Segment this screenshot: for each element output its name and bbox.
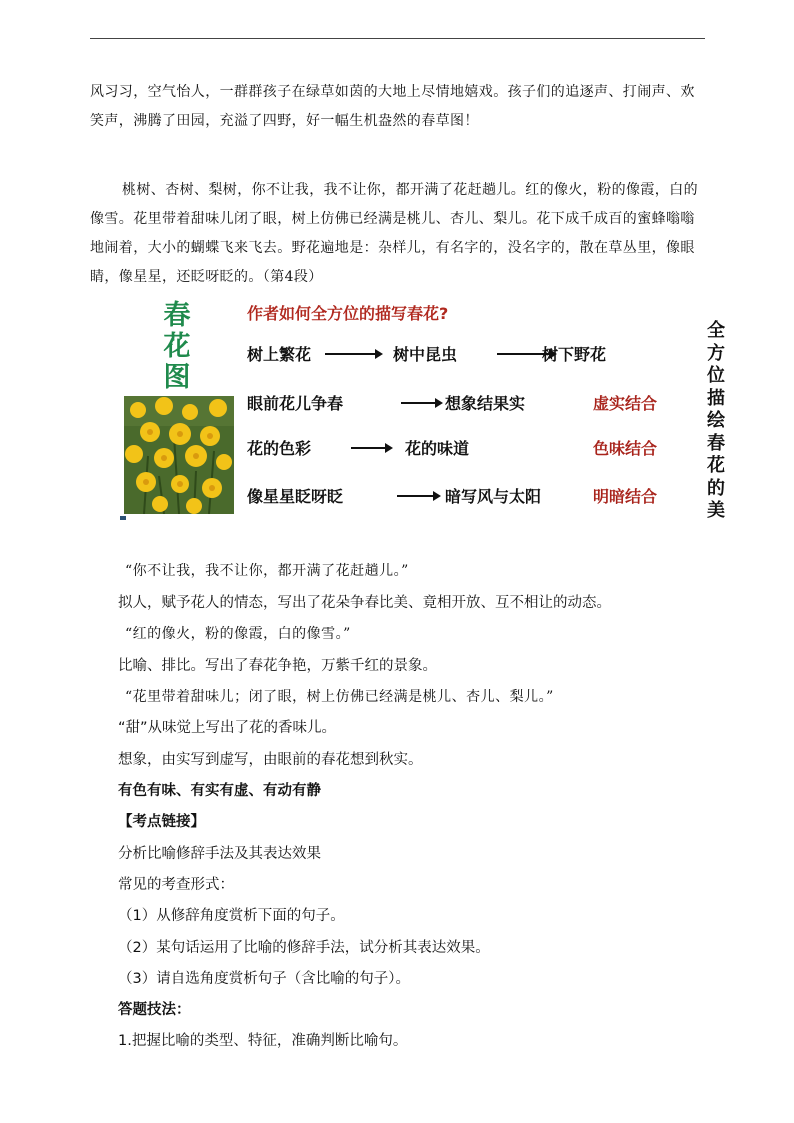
topic-text: 分析比喻修辞手法及其表达效果 [118,846,321,862]
quote-3: “花里带着甜味儿；闭了眼，树上仿佛已经满是桃儿、杏儿、梨儿。” [125,689,554,705]
vertical-title-char: 春 [163,300,191,331]
row-item-a: 树上繁花 [247,345,312,364]
side-text-char: 描 [707,387,725,409]
row-tag: 虚实结合 [593,394,658,413]
side-text-char: 春 [707,432,725,454]
arrow-right-icon [351,447,391,449]
vertical-title-char: 图 [163,362,191,393]
figure-row-4 [247,484,677,508]
header-rule [90,38,705,39]
quote-1: “你不让我，我不让你，都开满了花赶趟儿。” [125,563,409,579]
method-item-1: 1.把握比喻的类型、特征，准确判断比喻句。 [118,1033,408,1049]
side-text-char: 的 [707,477,725,499]
figure-question: 作者如何全方位的描写春花? [247,304,449,323]
analysis-2: 比喻、排比。写出了春花争艳，万紫千红的景象。 [118,658,437,674]
method-title: 答题技法： [118,1002,191,1018]
row-item-b: 想象结果实 [445,394,526,413]
figure-row-3 [247,436,677,460]
side-text-char: 全 [707,320,725,341]
side-text-char: 位 [707,365,725,386]
forms-title: 常见的考查形式： [118,877,234,893]
side-text-char: 绘 [707,410,725,431]
form-item-3: （3）请自选角度赏析句子（含比喻的句子）。 [118,971,410,987]
row-tag: 明暗结合 [593,487,658,506]
yellow-flowers-image [124,396,234,514]
quote-2: “红的像火，粉的像霞，白的像雪。” [125,626,351,642]
row-item-a: 花的色彩 [247,439,312,458]
passage-paragraph-1: 风习习，空气怡人，一群群孩子在绿草如茵的大地上尽情地嬉戏。孩子们的追逐声、打闹声、欢笑声，沸腾了田园，充溢了四野，好一幅生机盎然的春草图！ [90,84,695,129]
analysis-4: 想象，由实写到虚写，由眼前的春花想到秋实。 [118,752,423,768]
passage-paragraph-2: 桃树、杏树、梨树，你不让我，我不让你，都开满了花赶趟儿。红的像火，粉的像霞，白的像雪。花里带着甜味儿闭了眼，树上仿佛已经满是桃儿、杏儿、梨儿。花下成千成百的蜜蜂嗡嗡地闹着，大小的蝴蝶飞来飞去。野花遍地是：杂样儿，有名字的，没名字的，散在草丛里，像眼睛，像星星，还眨呀眨的。（第4段） [90,182,698,285]
row-tag: 色味结合 [593,439,658,458]
arrow-right-icon [325,353,381,355]
row-item-b: 花的味道 [405,439,470,458]
analysis-1: 拟人，赋予花人的情态，写出了花朵争春比美、竟相开放、互不相让的动态。 [118,595,611,611]
form-item-2: （2）某句话运用了比喻的修辞手法，试分析其表达效果。 [118,940,490,956]
arrow-right-icon [397,495,439,497]
vertical-title-char: 花 [163,331,191,362]
row-item-a: 眼前花儿争春 [247,394,344,413]
side-text-char: 花 [707,455,725,476]
summary-text: 有色有味、有实有虚、有动有静 [118,783,321,799]
section-title: 【考点链接】 [118,814,205,830]
form-item-1: （1）从修辞角度赏析下面的句子。 [118,908,345,924]
row-item-c: 树下野花 [542,345,607,364]
side-text-char: 方 [707,342,725,364]
row-item-a: 像星星眨呀眨 [247,487,344,506]
row-item-b: 暗写风与太阳 [445,487,542,506]
arrow-right-icon [401,402,441,404]
flower-photo [124,396,234,514]
row-item-b: 树中昆虫 [393,345,458,364]
figure-side-text [705,320,727,523]
analysis-3: “甜”从味觉上写出了花的香味儿。 [118,720,337,736]
figure-row-2 [247,391,677,415]
photo-corner-mark [120,516,126,520]
figure-row-1 [247,342,677,366]
side-text-char: 美 [707,500,725,521]
spring-flowers-figure [120,298,730,523]
figure-vertical-title [162,300,192,393]
